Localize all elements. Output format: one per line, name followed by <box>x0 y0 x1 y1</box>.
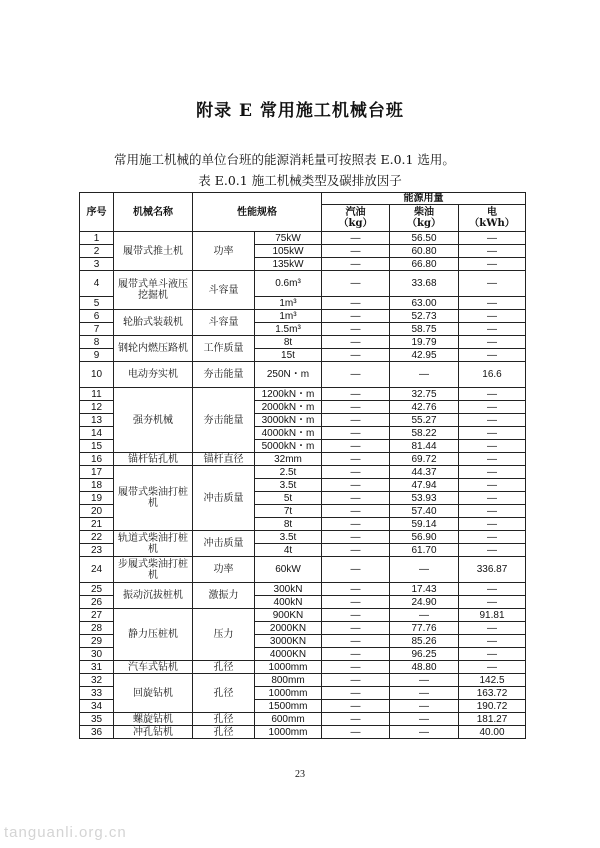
row-seq: 10 <box>80 362 114 388</box>
row-elec: 190.72 <box>459 700 526 713</box>
row-gasoline: — <box>322 245 390 258</box>
row-gasoline: — <box>322 414 390 427</box>
table-row <box>80 726 526 739</box>
row-gasoline: — <box>322 622 390 635</box>
machinery-table <box>79 192 526 739</box>
row-elec: 40.00 <box>459 726 526 739</box>
row-spec-value: 1000mm <box>255 687 322 700</box>
row-diesel: 42.95 <box>390 349 459 362</box>
row-diesel: — <box>390 557 459 583</box>
row-gasoline: — <box>322 349 390 362</box>
row-seq: 30 <box>80 648 114 661</box>
row-diesel: 58.22 <box>390 427 459 440</box>
row-gasoline: — <box>322 674 390 687</box>
row-gasoline: — <box>322 258 390 271</box>
row-diesel: 53.93 <box>390 492 459 505</box>
table-row <box>80 336 526 349</box>
row-gasoline: — <box>322 336 390 349</box>
header-diesel-unit: （kg） <box>407 218 441 229</box>
row-gasoline: — <box>322 453 390 466</box>
header-gasoline-label: 汽油 <box>345 207 366 218</box>
row-seq: 25 <box>80 583 114 596</box>
row-gasoline: — <box>322 310 390 323</box>
table-row <box>80 609 526 622</box>
table-row <box>80 557 526 583</box>
row-spec-param: 夯击能量 <box>193 388 255 453</box>
row-gasoline: — <box>322 700 390 713</box>
row-elec: — <box>459 518 526 531</box>
row-diesel: 19.79 <box>390 336 459 349</box>
row-gasoline: — <box>322 466 390 479</box>
row-seq: 13 <box>80 414 114 427</box>
table-row <box>80 232 526 245</box>
row-elec: — <box>459 297 526 310</box>
row-elec: — <box>459 544 526 557</box>
row-spec-param: 工作质量 <box>193 336 255 362</box>
row-seq: 33 <box>80 687 114 700</box>
row-elec: — <box>459 453 526 466</box>
row-spec-param: 斗容量 <box>193 310 255 336</box>
row-diesel: 48.80 <box>390 661 459 674</box>
row-elec: — <box>459 271 526 297</box>
watermark: tanguanli.org.cn <box>4 824 127 841</box>
row-diesel: 56.90 <box>390 531 459 544</box>
row-spec-value: 8t <box>255 518 322 531</box>
row-spec-value: 600mm <box>255 713 322 726</box>
row-machine-name: 回旋钻机 <box>114 674 193 713</box>
row-seq: 2 <box>80 245 114 258</box>
row-seq: 4 <box>80 271 114 297</box>
row-gasoline: — <box>322 544 390 557</box>
row-elec: — <box>459 648 526 661</box>
header-elec <box>459 205 526 232</box>
row-gasoline: — <box>322 271 390 297</box>
row-machine-name: 冲孔钻机 <box>114 726 193 739</box>
header-spec: 性能规格 <box>193 193 322 232</box>
row-elec: — <box>459 245 526 258</box>
row-spec-value: 3.5t <box>255 531 322 544</box>
row-spec-value: 1m³ <box>255 297 322 310</box>
row-diesel: 59.14 <box>390 518 459 531</box>
row-elec: 16.6 <box>459 362 526 388</box>
row-diesel: 33.68 <box>390 271 459 297</box>
table-row <box>80 362 526 388</box>
row-gasoline: — <box>322 596 390 609</box>
row-spec-value: 5000kN・m <box>255 440 322 453</box>
row-spec-param: 功率 <box>193 232 255 271</box>
row-seq: 28 <box>80 622 114 635</box>
row-seq: 14 <box>80 427 114 440</box>
table-row <box>80 661 526 674</box>
header-name: 机械名称 <box>114 193 193 232</box>
row-spec-value: 2000KN <box>255 622 322 635</box>
page-number: 23 <box>295 769 305 780</box>
row-seq: 32 <box>80 674 114 687</box>
row-seq: 7 <box>80 323 114 336</box>
row-spec-param: 夯击能量 <box>193 362 255 388</box>
row-spec-value: 1000mm <box>255 726 322 739</box>
row-spec-value: 1200kN・m <box>255 388 322 401</box>
row-elec: — <box>459 466 526 479</box>
row-elec: — <box>459 479 526 492</box>
row-elec: 163.72 <box>459 687 526 700</box>
row-gasoline: — <box>322 726 390 739</box>
row-spec-value: 105kW <box>255 245 322 258</box>
row-diesel: 47.94 <box>390 479 459 492</box>
row-gasoline: — <box>322 479 390 492</box>
row-spec-value: 1.5m³ <box>255 323 322 336</box>
row-machine-name: 钢轮内燃压路机 <box>114 336 193 362</box>
row-spec-value: 7t <box>255 505 322 518</box>
row-machine-name: 电动夯实机 <box>114 362 193 388</box>
row-seq: 20 <box>80 505 114 518</box>
row-spec-param: 孔径 <box>193 726 255 739</box>
row-spec-value: 75kW <box>255 232 322 245</box>
intro-paragraph: 常用施工机械的单位台班的能源消耗量可按照表 E.0.1 选用。 <box>114 152 455 167</box>
row-seq: 34 <box>80 700 114 713</box>
row-spec-value: 3000kN・m <box>255 414 322 427</box>
row-spec-param: 激振力 <box>193 583 255 609</box>
row-gasoline: — <box>322 427 390 440</box>
row-spec-value: 2000kN・m <box>255 401 322 414</box>
row-spec-param: 孔径 <box>193 713 255 726</box>
header-seq: 序号 <box>80 193 114 232</box>
row-diesel: 81.44 <box>390 440 459 453</box>
row-diesel: 52.73 <box>390 310 459 323</box>
row-diesel: 58.75 <box>390 323 459 336</box>
row-spec-value: 8t <box>255 336 322 349</box>
header-gasoline <box>322 205 390 232</box>
header-gasoline-unit: （kg） <box>338 218 373 229</box>
row-spec-value: 400kN <box>255 596 322 609</box>
row-diesel: 32.75 <box>390 388 459 401</box>
row-spec-value: 3000KN <box>255 635 322 648</box>
table-row <box>80 674 526 687</box>
row-spec-value: 5t <box>255 492 322 505</box>
row-machine-name: 履带式推土机 <box>114 232 193 271</box>
row-diesel: 85.26 <box>390 635 459 648</box>
row-seq: 5 <box>80 297 114 310</box>
table-row <box>80 713 526 726</box>
row-gasoline: — <box>322 531 390 544</box>
table-body <box>80 232 526 739</box>
row-seq: 3 <box>80 258 114 271</box>
row-seq: 19 <box>80 492 114 505</box>
row-gasoline: — <box>322 609 390 622</box>
row-elec: — <box>459 531 526 544</box>
row-gasoline: — <box>322 713 390 726</box>
row-gasoline: — <box>322 297 390 310</box>
row-machine-name: 步履式柴油打桩机 <box>114 557 193 583</box>
row-seq: 12 <box>80 401 114 414</box>
row-diesel: 60.80 <box>390 245 459 258</box>
row-spec-param: 冲击质量 <box>193 531 255 557</box>
table-row <box>80 388 526 401</box>
row-elec: — <box>459 388 526 401</box>
row-seq: 9 <box>80 349 114 362</box>
row-elec: — <box>459 583 526 596</box>
row-elec: — <box>459 622 526 635</box>
row-diesel: 69.72 <box>390 453 459 466</box>
row-gasoline: — <box>322 583 390 596</box>
row-spec-param: 锚杆直径 <box>193 453 255 466</box>
row-spec-value: 800mm <box>255 674 322 687</box>
row-machine-name: 静力压桩机 <box>114 609 193 661</box>
table-row <box>80 453 526 466</box>
row-diesel: 96.25 <box>390 648 459 661</box>
row-spec-value: 60kW <box>255 557 322 583</box>
row-diesel: 61.70 <box>390 544 459 557</box>
table-row <box>80 466 526 479</box>
row-elec: — <box>459 232 526 245</box>
row-spec-value: 15t <box>255 349 322 362</box>
row-gasoline: — <box>322 323 390 336</box>
row-elec: 91.81 <box>459 609 526 622</box>
row-spec-param: 冲击质量 <box>193 466 255 531</box>
row-spec-value: 3.5t <box>255 479 322 492</box>
row-gasoline: — <box>322 661 390 674</box>
row-spec-value: 2.5t <box>255 466 322 479</box>
header-energy: 能源用量 <box>322 193 526 205</box>
row-spec-param: 功率 <box>193 557 255 583</box>
row-gasoline: — <box>322 401 390 414</box>
row-seq: 29 <box>80 635 114 648</box>
row-diesel: 24.90 <box>390 596 459 609</box>
row-spec-value: 4t <box>255 544 322 557</box>
page-title: 附录 E 常用施工机械台班 <box>196 101 404 121</box>
row-diesel: 55.27 <box>390 414 459 427</box>
row-seq: 27 <box>80 609 114 622</box>
row-gasoline: — <box>322 492 390 505</box>
row-machine-name: 轮胎式装载机 <box>114 310 193 336</box>
row-elec: — <box>459 661 526 674</box>
row-spec-value: 1m³ <box>255 310 322 323</box>
row-seq: 24 <box>80 557 114 583</box>
table-caption: 表 E.0.1 施工机械类型及碳排放因子 <box>198 173 402 188</box>
row-gasoline: — <box>322 505 390 518</box>
row-spec-value: 300kN <box>255 583 322 596</box>
header-diesel-label: 柴油 <box>414 207 434 218</box>
row-machine-name: 汽车式钻机 <box>114 661 193 674</box>
row-seq: 23 <box>80 544 114 557</box>
row-diesel: 42.76 <box>390 401 459 414</box>
row-elec: 181.27 <box>459 713 526 726</box>
row-spec-value: 250N・m <box>255 362 322 388</box>
row-diesel: — <box>390 362 459 388</box>
row-machine-name: 锚杆钻孔机 <box>114 453 193 466</box>
row-seq: 26 <box>80 596 114 609</box>
row-spec-value: 32mm <box>255 453 322 466</box>
row-seq: 31 <box>80 661 114 674</box>
row-diesel: 63.00 <box>390 297 459 310</box>
row-machine-name: 轨道式柴油打桩机 <box>114 531 193 557</box>
row-spec-value: 4000kN・m <box>255 427 322 440</box>
row-spec-value: 900KN <box>255 609 322 622</box>
row-spec-value: 1500mm <box>255 700 322 713</box>
row-diesel: 66.80 <box>390 258 459 271</box>
row-elec: — <box>459 635 526 648</box>
row-spec-value: 1000mm <box>255 661 322 674</box>
row-diesel: — <box>390 687 459 700</box>
row-elec: 336.87 <box>459 557 526 583</box>
row-elec: — <box>459 596 526 609</box>
header-elec-label: 电 <box>487 207 498 218</box>
row-diesel: 56.50 <box>390 232 459 245</box>
table-row <box>80 531 526 544</box>
row-spec-value: 4000KN <box>255 648 322 661</box>
row-seq: 6 <box>80 310 114 323</box>
table-row <box>80 271 526 297</box>
row-gasoline: — <box>322 635 390 648</box>
row-diesel: — <box>390 726 459 739</box>
row-diesel: — <box>390 700 459 713</box>
row-diesel: 44.37 <box>390 466 459 479</box>
row-elec: — <box>459 401 526 414</box>
row-spec-param: 孔径 <box>193 661 255 674</box>
row-elec: 142.5 <box>459 674 526 687</box>
row-spec-value: 0.6m³ <box>255 271 322 297</box>
row-elec: — <box>459 323 526 336</box>
row-spec-param: 孔径 <box>193 674 255 713</box>
row-gasoline: — <box>322 687 390 700</box>
row-seq: 16 <box>80 453 114 466</box>
row-seq: 11 <box>80 388 114 401</box>
row-spec-param: 压力 <box>193 609 255 661</box>
row-gasoline: — <box>322 518 390 531</box>
row-elec: — <box>459 427 526 440</box>
row-machine-name: 螺旋钻机 <box>114 713 193 726</box>
row-seq: 22 <box>80 531 114 544</box>
row-seq: 17 <box>80 466 114 479</box>
row-elec: — <box>459 440 526 453</box>
row-gasoline: — <box>322 362 390 388</box>
row-machine-name: 履带式单斗液压挖掘机 <box>114 271 193 310</box>
row-seq: 36 <box>80 726 114 739</box>
row-seq: 35 <box>80 713 114 726</box>
row-diesel: 17.43 <box>390 583 459 596</box>
row-elec: — <box>459 349 526 362</box>
row-gasoline: — <box>322 648 390 661</box>
header-elec-unit: （kWh） <box>469 218 515 229</box>
table-row <box>80 310 526 323</box>
table-row <box>80 583 526 596</box>
row-seq: 21 <box>80 518 114 531</box>
row-gasoline: — <box>322 388 390 401</box>
row-seq: 18 <box>80 479 114 492</box>
row-gasoline: — <box>322 232 390 245</box>
row-gasoline: — <box>322 557 390 583</box>
row-diesel: — <box>390 674 459 687</box>
row-spec-param: 斗容量 <box>193 271 255 310</box>
row-spec-value: 135kW <box>255 258 322 271</box>
row-diesel: 57.40 <box>390 505 459 518</box>
row-diesel: — <box>390 609 459 622</box>
row-machine-name: 履带式柴油打桩机 <box>114 466 193 531</box>
row-gasoline: — <box>322 440 390 453</box>
row-elec: — <box>459 414 526 427</box>
row-machine-name: 振动沉拔桩机 <box>114 583 193 609</box>
header-diesel <box>390 205 459 232</box>
row-elec: — <box>459 492 526 505</box>
row-elec: — <box>459 336 526 349</box>
row-seq: 15 <box>80 440 114 453</box>
row-diesel: — <box>390 713 459 726</box>
row-elec: — <box>459 310 526 323</box>
row-seq: 1 <box>80 232 114 245</box>
row-seq: 8 <box>80 336 114 349</box>
row-elec: — <box>459 505 526 518</box>
row-diesel: 77.76 <box>390 622 459 635</box>
row-elec: — <box>459 258 526 271</box>
row-machine-name: 强夯机械 <box>114 388 193 453</box>
